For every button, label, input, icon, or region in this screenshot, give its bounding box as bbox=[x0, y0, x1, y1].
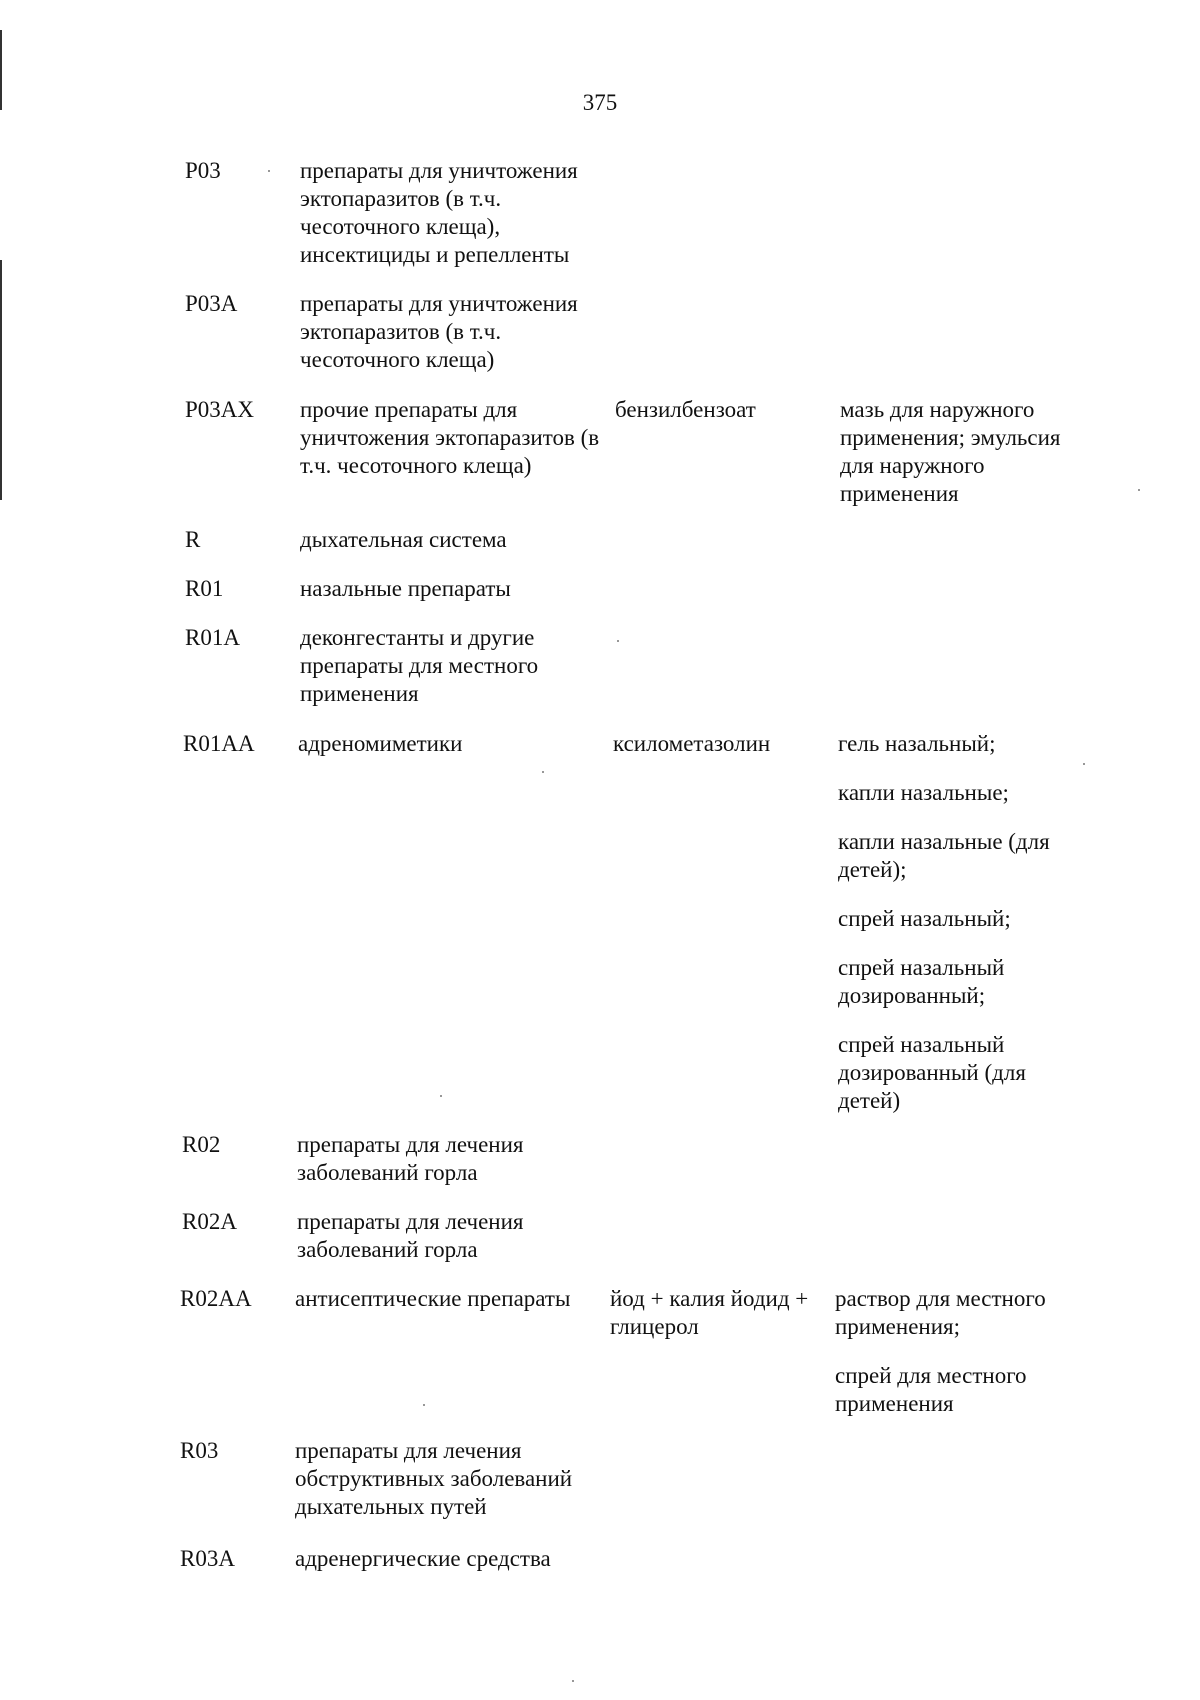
atc-code: R03 bbox=[180, 1438, 219, 1463]
atc-code: R02 bbox=[182, 1132, 221, 1157]
dosage-form: спрей назальный дозированный; bbox=[838, 955, 1005, 1008]
dosage-forms bbox=[840, 396, 1090, 508]
scan-speck bbox=[268, 170, 270, 172]
dosage-forms bbox=[835, 1285, 1085, 1418]
atc-code: P03A bbox=[185, 291, 238, 316]
dosage-forms bbox=[838, 730, 1088, 1115]
anatomical-therapeutic-group: препараты для лечения обструктивных заболеваний дыхательных путей bbox=[295, 1438, 573, 1519]
dosage-form: капли назальные; bbox=[838, 780, 1009, 805]
scan-speck bbox=[1083, 763, 1085, 765]
atc-code: P03 bbox=[185, 158, 221, 183]
scan-speck bbox=[423, 1404, 425, 1406]
anatomical-therapeutic-group: антисептические препараты bbox=[295, 1286, 571, 1311]
anatomical-therapeutic-group: деконгестанты и другие препараты для местного применения bbox=[300, 625, 539, 706]
scan-speck bbox=[1138, 489, 1140, 491]
scan-speck bbox=[617, 640, 619, 642]
dosage-form: спрей назальный дозированный (для детей) bbox=[838, 1032, 1026, 1113]
atc-code: R02A bbox=[182, 1209, 237, 1234]
anatomical-therapeutic-group: препараты для уничтожения эктопаразитов (в т.ч. чесоточного клеща), инсектициды и репелленты bbox=[300, 158, 578, 267]
dosage-form: раствор для местного применения; bbox=[835, 1286, 1046, 1339]
dosage-form: спрей назальный; bbox=[838, 906, 1011, 931]
atc-code: P03AX bbox=[185, 397, 255, 422]
anatomical-therapeutic-group: адренергические средства bbox=[295, 1546, 551, 1571]
dosage-form: капли назальные (для детей); bbox=[838, 829, 1050, 882]
scan-speck bbox=[542, 771, 544, 773]
anatomical-therapeutic-group: назальные препараты bbox=[300, 576, 511, 601]
atc-code: R01 bbox=[185, 576, 224, 601]
anatomical-therapeutic-group: адреномиметики bbox=[298, 731, 463, 756]
atc-code: R02AA bbox=[180, 1286, 252, 1311]
scan-speck bbox=[440, 1095, 442, 1097]
medicinal-substance: ксилометазолин bbox=[613, 731, 771, 756]
medicinal-substance: бензилбензоат bbox=[615, 397, 756, 422]
atc-code: R bbox=[185, 527, 201, 552]
anatomical-therapeutic-group: препараты для уничтожения эктопаразитов (в т.ч. чесоточного клеща) bbox=[300, 291, 578, 372]
dosage-form: гель назальный; bbox=[838, 731, 996, 756]
scan-speck bbox=[572, 1680, 574, 1682]
atc-code: R03A bbox=[180, 1546, 235, 1571]
anatomical-therapeutic-group: препараты для лечения заболеваний горла bbox=[297, 1209, 524, 1262]
medicinal-substance: йод + калия йодид + глицерол bbox=[610, 1286, 809, 1339]
dosage-form: мазь для наружного применения; эмульсия для наружного применения bbox=[840, 397, 1061, 506]
atc-code: R01AA bbox=[183, 731, 255, 756]
anatomical-therapeutic-group: дыхательная система bbox=[300, 527, 507, 552]
anatomical-therapeutic-group: прочие препараты для уничтожения эктопаразитов (в т.ч. чесоточного клеща) bbox=[300, 397, 600, 478]
page-number: 375 bbox=[582, 90, 618, 115]
dosage-form: спрей для местного применения bbox=[835, 1363, 1027, 1416]
atc-code: R01A bbox=[185, 625, 240, 650]
anatomical-therapeutic-group: препараты для лечения заболеваний горла bbox=[297, 1132, 524, 1185]
scan-edge-mark bbox=[0, 260, 2, 500]
